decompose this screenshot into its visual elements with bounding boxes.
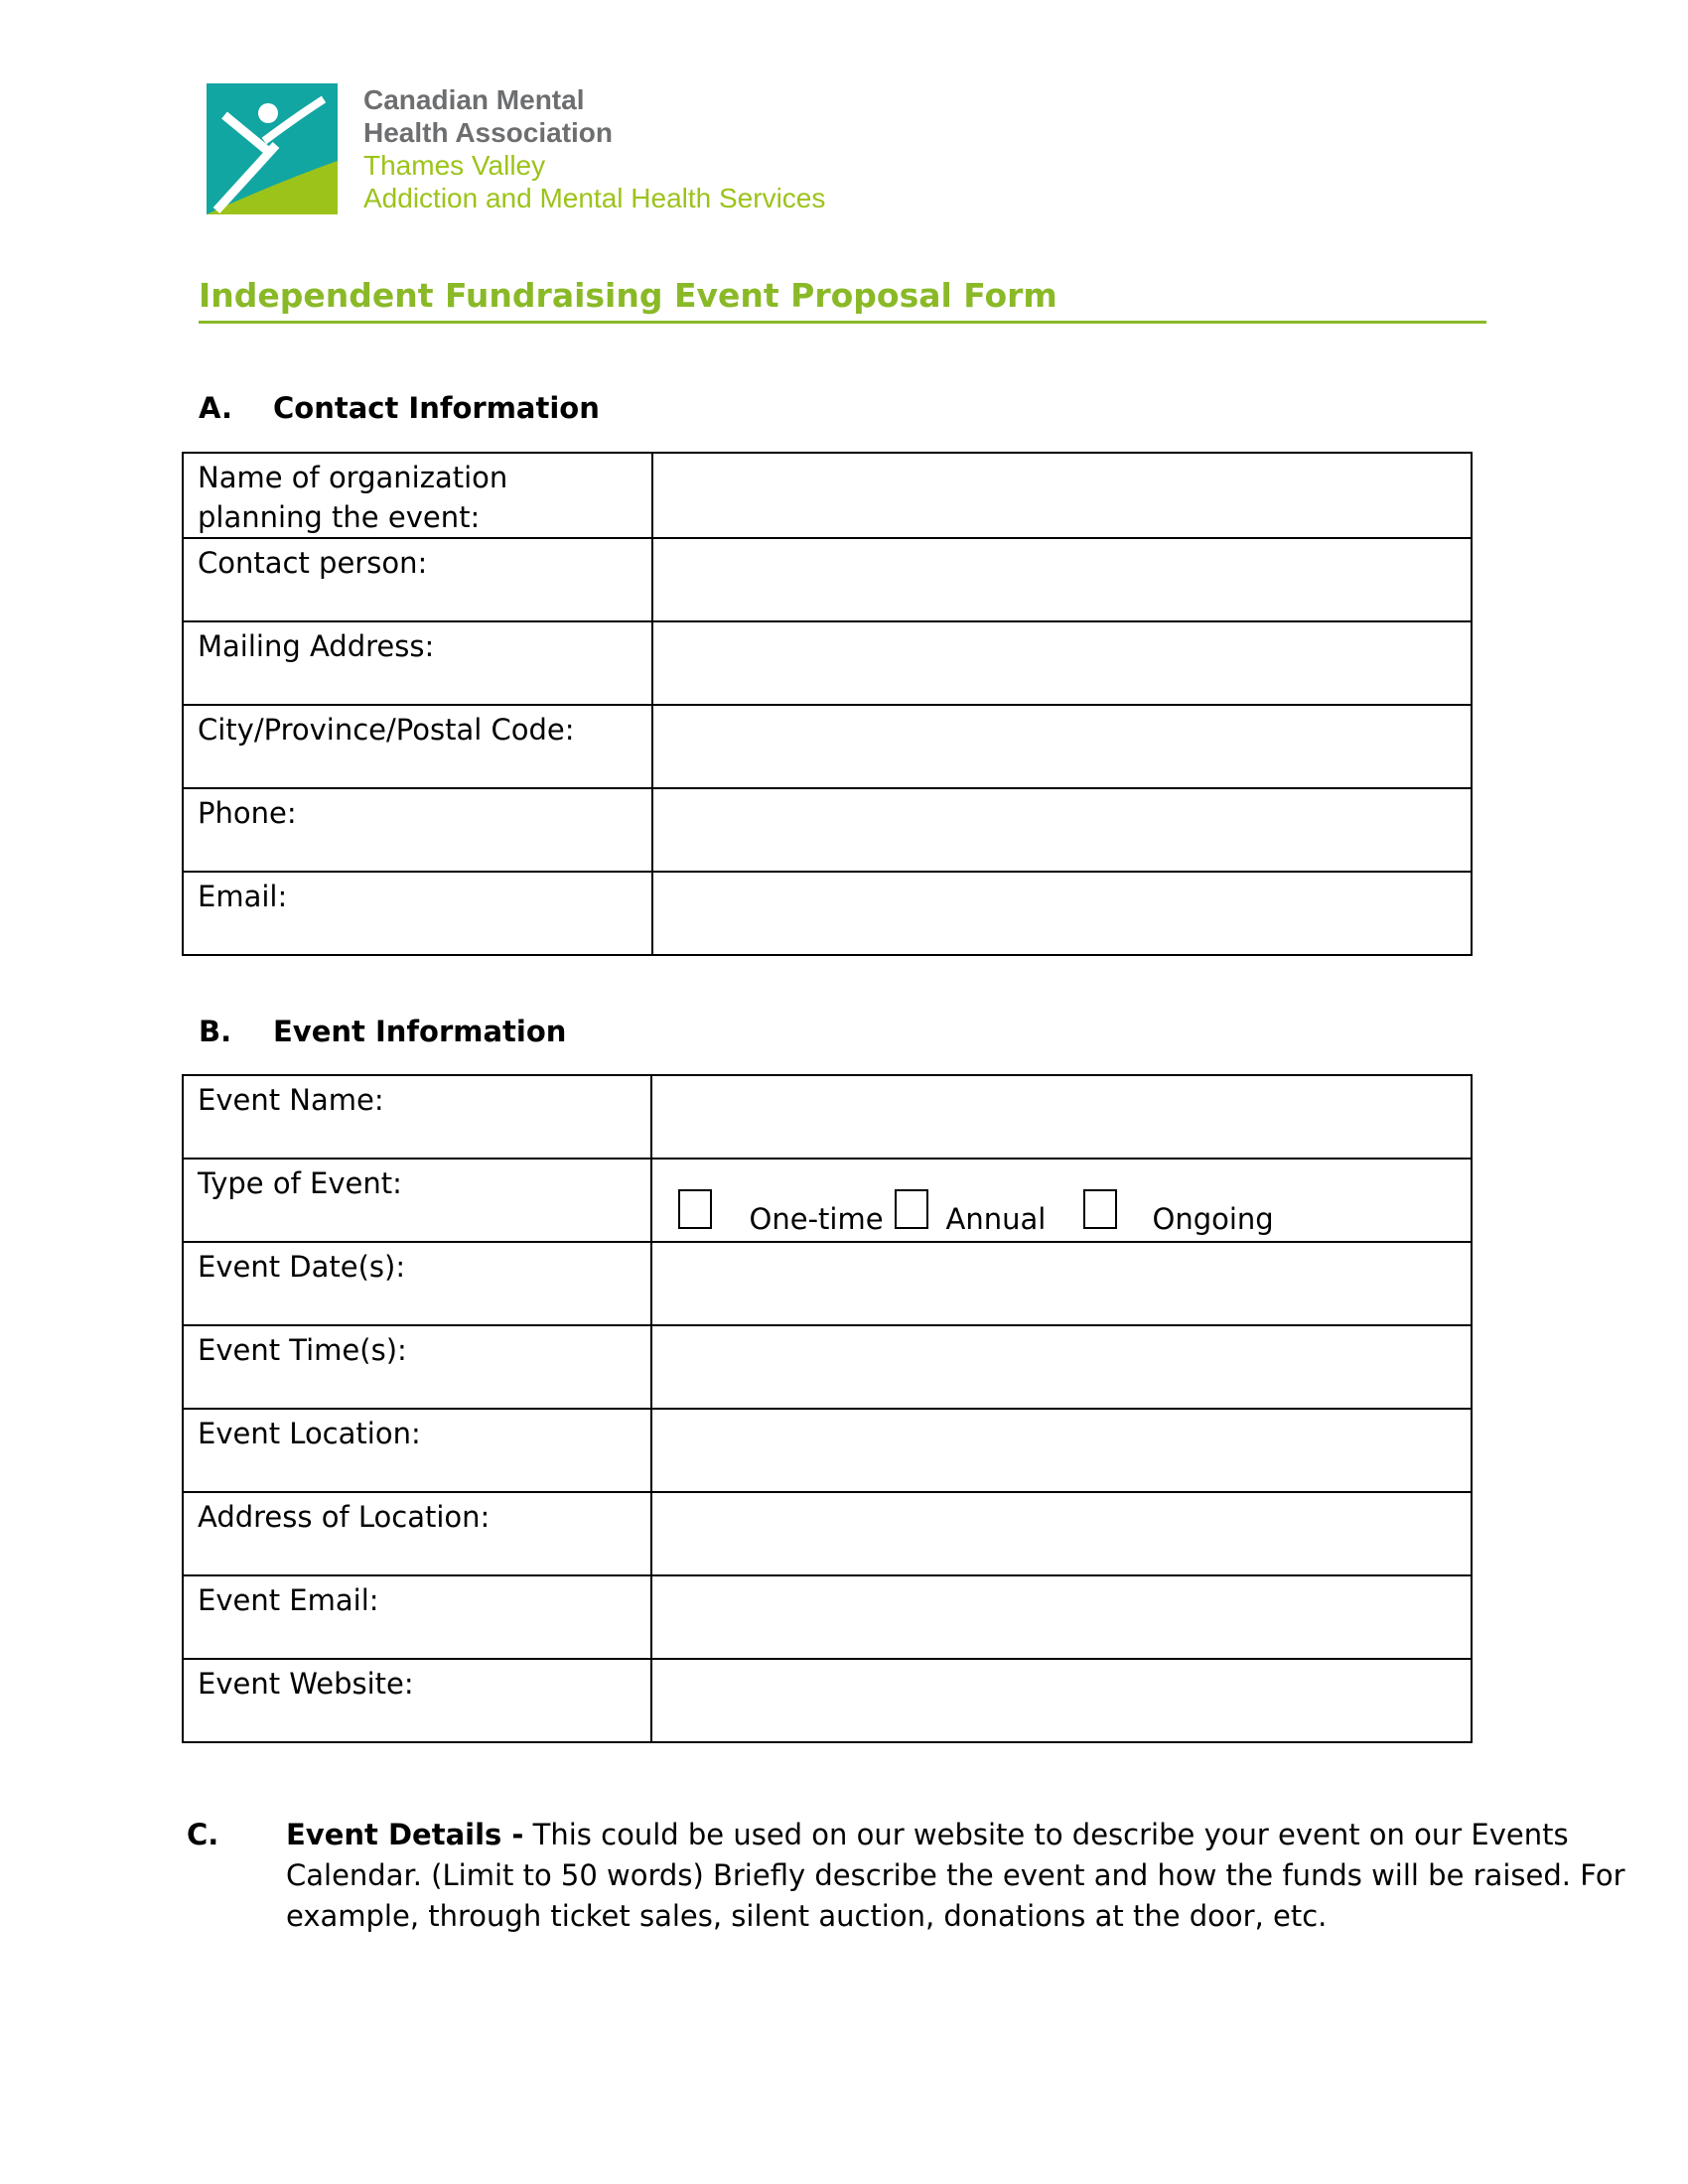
field-label: City/Province/Postal Code: — [183, 705, 652, 788]
table-row — [183, 788, 1472, 872]
section-b-title: Event Information — [273, 1015, 567, 1048]
logo-line-4: Addiction and Mental Health Services — [363, 183, 826, 213]
logo-text — [363, 83, 825, 214]
field-label: Event Name: — [183, 1075, 651, 1159]
section-c-title: Event Details - — [286, 1818, 524, 1851]
cmha-logo-mark-icon — [207, 83, 338, 214]
section-a-heading — [199, 391, 600, 425]
event-dates-field[interactable] — [651, 1242, 1472, 1325]
table-row — [183, 1325, 1472, 1409]
field-label: Email: — [183, 872, 652, 955]
field-label: Type of Event: — [183, 1159, 651, 1242]
mailing-address-field[interactable] — [652, 621, 1472, 705]
field-label: Event Time(s): — [183, 1325, 651, 1409]
table-row — [183, 538, 1472, 621]
section-b-heading — [199, 1015, 566, 1048]
table-row — [183, 872, 1472, 955]
document-title: Independent Fundraising Event Proposal Form — [199, 276, 1486, 324]
field-label: Event Location: — [183, 1409, 651, 1492]
annual-label: Annual — [945, 1202, 1047, 1236]
section-b-letter: B. — [199, 1015, 232, 1048]
field-label: Event Email: — [183, 1575, 651, 1659]
org-name-field[interactable] — [652, 453, 1472, 538]
contact-person-field[interactable] — [652, 538, 1472, 621]
event-email-field[interactable] — [651, 1575, 1472, 1659]
table-row — [183, 453, 1472, 538]
event-times-field[interactable] — [651, 1325, 1472, 1409]
location-address-field[interactable] — [651, 1492, 1472, 1575]
phone-field[interactable] — [652, 788, 1472, 872]
one-time-checkbox[interactable] — [678, 1189, 712, 1229]
table-row — [183, 1075, 1472, 1159]
section-a-letter: A. — [199, 391, 232, 425]
contact-info-table — [182, 452, 1473, 956]
field-label: Mailing Address: — [183, 621, 652, 705]
logo-line-3: Thames Valley — [363, 150, 546, 181]
section-c-letter: C. — [187, 1818, 219, 1851]
cmha-logo — [207, 83, 832, 218]
table-row — [183, 1242, 1472, 1325]
table-row — [183, 1575, 1472, 1659]
section-c-text: This could be used on our website to describe your event on our Events Calendar. (Limit to 50 words) Briefly describe the event and how the funds will be raised. For example, through ticket sales, silent auction, donations at the door, etc. — [286, 1818, 1625, 1933]
field-label: Event Date(s): — [183, 1242, 651, 1325]
event-name-field[interactable] — [651, 1075, 1472, 1159]
field-label: Address of Location: — [183, 1492, 651, 1575]
field-label: Phone: — [183, 788, 652, 872]
field-label: Event Website: — [183, 1659, 651, 1742]
event-type-options — [651, 1159, 1472, 1242]
ongoing-label: Ongoing — [1152, 1202, 1274, 1236]
annual-checkbox[interactable] — [895, 1189, 928, 1229]
ongoing-checkbox[interactable] — [1083, 1189, 1117, 1229]
field-label: Name of organization planning the event: — [183, 453, 652, 538]
table-row — [183, 1159, 1472, 1242]
city-province-postal-field[interactable] — [652, 705, 1472, 788]
table-row — [183, 621, 1472, 705]
field-label: Contact person: — [183, 538, 652, 621]
logo-line-1: Canadian Mental — [363, 84, 585, 115]
one-time-label: One-time — [749, 1202, 884, 1236]
logo-line-2: Health Association — [363, 117, 614, 148]
table-row — [183, 1409, 1472, 1492]
event-website-field[interactable] — [651, 1659, 1472, 1742]
event-location-field[interactable] — [651, 1409, 1472, 1492]
table-row — [183, 1492, 1472, 1575]
table-row — [183, 705, 1472, 788]
email-field[interactable] — [652, 872, 1472, 955]
table-row — [183, 1659, 1472, 1742]
section-c-description — [286, 1815, 1688, 1937]
event-info-table — [182, 1074, 1473, 1743]
section-a-title: Contact Information — [273, 391, 600, 425]
